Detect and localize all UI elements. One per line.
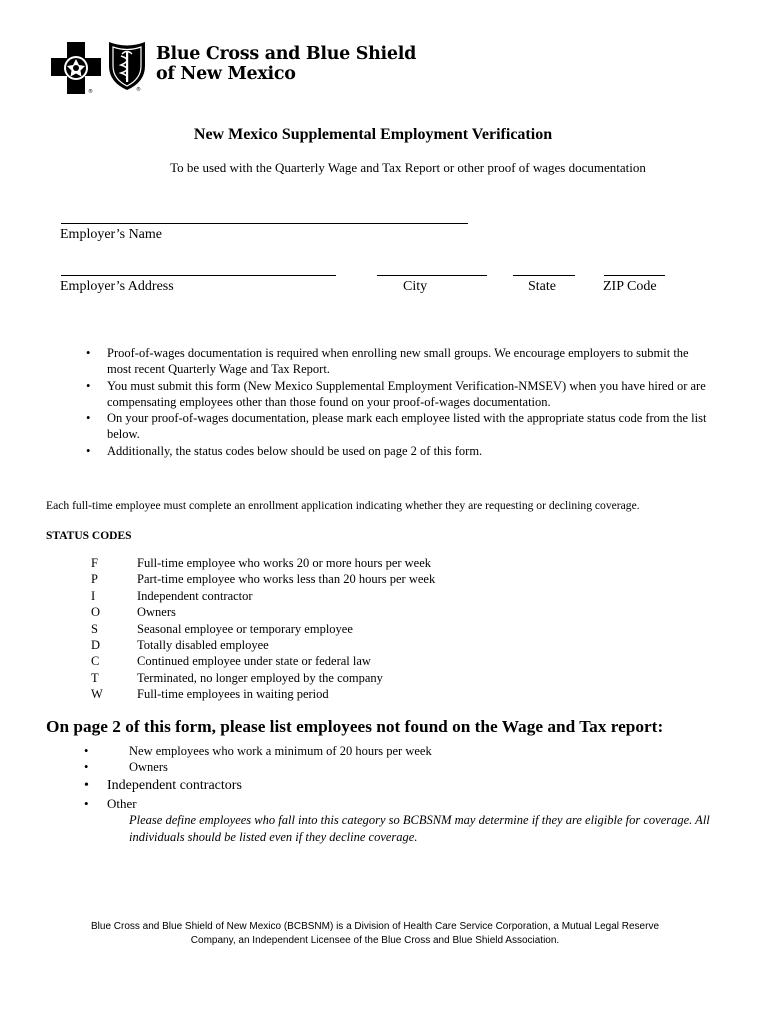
status-code: F — [91, 556, 98, 570]
status-code-desc: Totally disabled employee — [137, 637, 269, 652]
status-code: P — [91, 572, 98, 587]
shield-icon — [106, 40, 148, 92]
employer-address-label: Employer’s Address — [60, 279, 174, 294]
state-label: State — [528, 279, 556, 294]
employer-name-field[interactable] — [61, 223, 468, 224]
list-item: • Additionally, the status codes below should be used on page 2 of this form. — [86, 443, 716, 459]
fulltime-note: Each full-time employee must complete an enrollment application indicating whether they are requesting or declining coverage. — [46, 499, 640, 512]
svg-text:®: ® — [136, 87, 141, 92]
status-code: W — [91, 687, 103, 702]
logo-wordmark-line2: of New Mexico — [156, 64, 296, 84]
status-code-desc: Full-time employees in waiting period — [137, 687, 329, 702]
instructions-list — [86, 345, 716, 459]
page-subtitle: To be used with the Quarterly Wage and Tax Report or other proof of wages documentation — [170, 160, 646, 175]
svg-text:®: ® — [88, 89, 93, 94]
status-code: O — [91, 605, 101, 620]
status-code-desc: Seasonal employee or temporary employee — [137, 621, 353, 636]
logo-wordmark-line1: Blue Cross and Blue Shield — [156, 44, 417, 64]
status-codes-heading: STATUS CODES — [46, 530, 132, 542]
city-label: City — [403, 279, 428, 294]
status-code: S — [91, 621, 98, 636]
page-title: New Mexico Supplemental Employment Verification — [193, 126, 553, 143]
bullet-icon: • — [84, 744, 89, 758]
employer-name-label: Employer’s Name — [60, 227, 162, 242]
bullet-icon: • — [84, 760, 89, 774]
footer — [0, 920, 750, 948]
list-item: • Proof-of-wages documentation is required when enrolling new small groups. We encourage employers to submit the most recent Quarterly Wage and Tax Report. — [86, 345, 716, 378]
status-code-desc: Owners — [137, 605, 176, 620]
status-code: T — [91, 670, 99, 685]
status-code-desc: Terminated, no longer employed by the company — [137, 670, 383, 685]
zip-field[interactable] — [604, 275, 665, 276]
employer-address-field[interactable] — [61, 275, 336, 276]
list-item: • On your proof-of-wages documentation, please mark each employee listed with the appropriate status code from the list below. — [86, 410, 716, 443]
status-code: D — [91, 637, 101, 652]
status-code-desc: Independent contractor — [137, 588, 253, 603]
status-code: I — [91, 588, 96, 603]
status-code-desc: Continued employee under state or federal law — [137, 654, 371, 669]
state-field[interactable] — [513, 275, 575, 276]
bullet-icon: • — [84, 796, 89, 811]
other-category-note: Please define employees who fall into this category so BCBSNM may determine if they are eligible for coverage. All individuals should be listed even if they decline coverage. — [129, 813, 710, 844]
status-code-desc: Full-time employee who works 20 or more hours per week — [137, 556, 432, 570]
city-field[interactable] — [377, 275, 487, 276]
page2-heading: On page 2 of this form, please list employees not found on the Wage and Tax report: — [46, 717, 664, 736]
footer-line2: Company, an Independent Licensee of the Blue Cross and Blue Shield Association. — [190, 935, 560, 946]
footer-line1: Blue Cross and Blue Shield of New Mexico (BCBSNM) is a Division of Health Care Service Corporation, a Mutual Legal Reserve — [90, 921, 660, 932]
bullet-icon: • — [84, 778, 89, 793]
zip-label: ZIP Code — [603, 279, 657, 294]
status-code: C — [91, 654, 100, 669]
cross-icon — [51, 42, 101, 94]
status-code-desc: Part-time employee who works less than 20 hours per week — [137, 572, 436, 587]
list-item: • You must submit this form (New Mexico Supplemental Employment Verification-NMSEV) when you have hired or are compensating employees other than those found on your proof-of-wages documentation. — [86, 378, 716, 411]
